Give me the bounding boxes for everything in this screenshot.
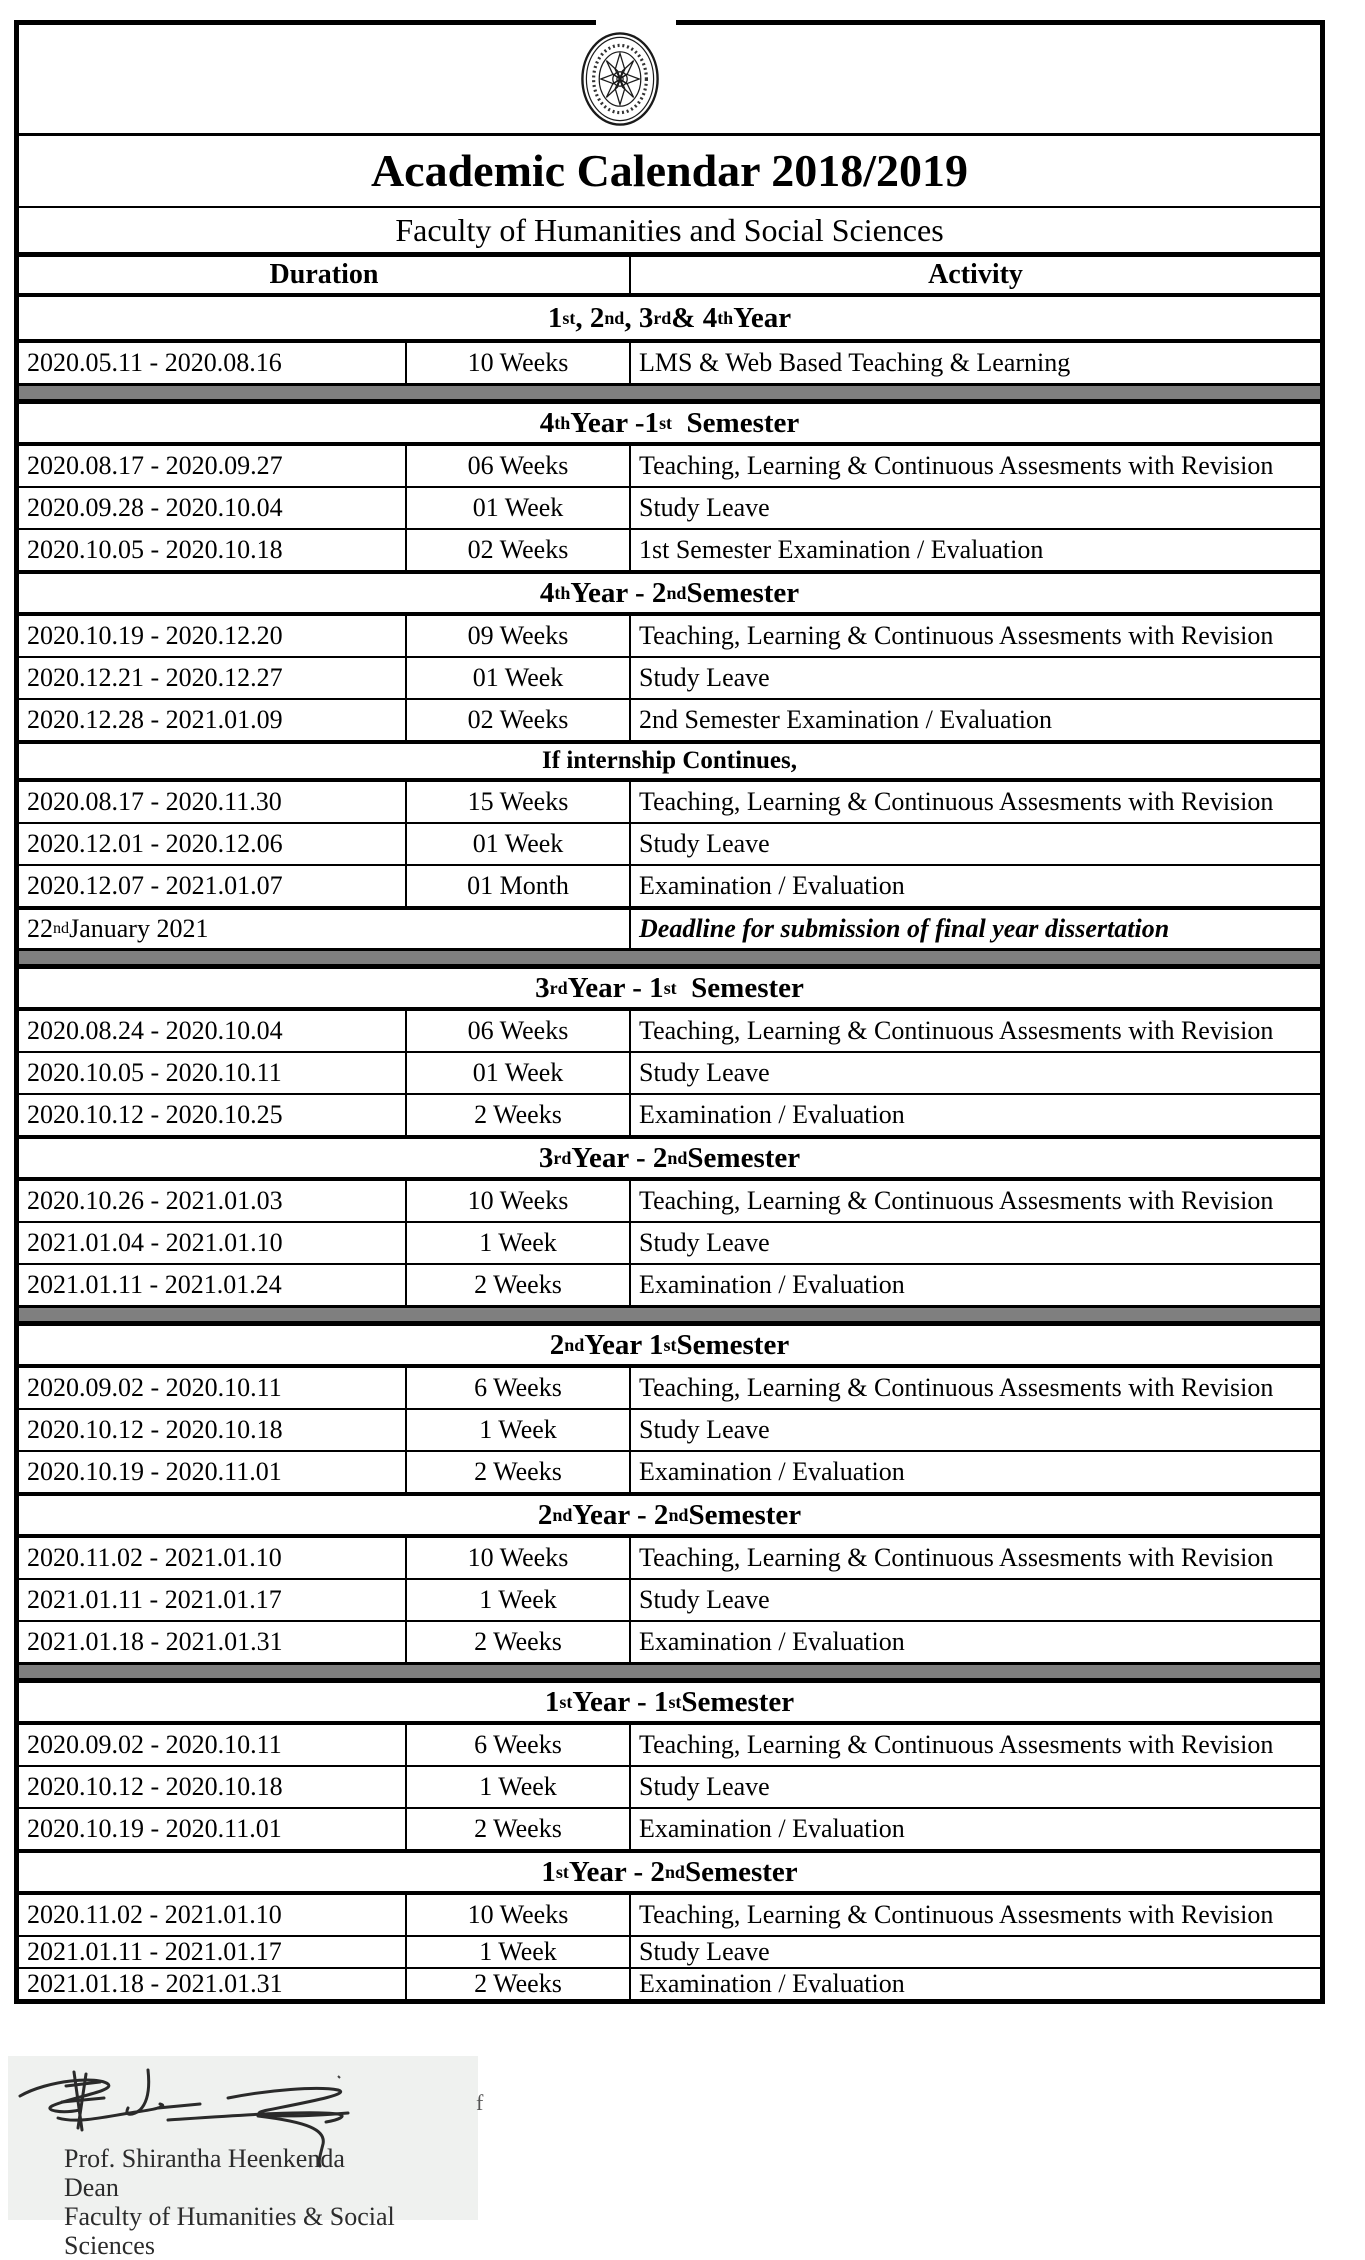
weeks-cell: 2 Weeks [407,1452,631,1492]
weeks-cell: 2 Weeks [407,1095,631,1135]
table-row [19,1807,1320,1849]
table-row [19,1408,1320,1450]
duration-cell: 2020.10.19 - 2020.12.20 [19,616,407,656]
duration-cell: 2020.09.02 - 2020.10.11 [19,1725,407,1765]
duration-cell: 2021.01.18 - 2021.01.31 [19,1622,407,1662]
deadline-row [19,906,1320,948]
column-header-row [19,252,1320,297]
section-header-y3s1: 3 rd Year - 1 st Semester [19,969,1320,1011]
duration-cell: 2020.10.05 - 2020.10.18 [19,530,407,570]
table-row [19,1368,1320,1408]
table-row [19,486,1320,528]
table-row [19,1765,1320,1807]
weeks-cell: 01 Week [407,824,631,864]
signature-block [8,2056,478,2260]
duration-cell: 2020.12.07 - 2021.01.07 [19,866,407,906]
activity-cell: Study Leave [639,1772,770,1801]
activity-cell: Examination / Evaluation [639,871,905,900]
activity-cell: Teaching, Learning & Continuous Assesments with Revision [639,1186,1274,1215]
table-row [19,1895,1320,1935]
weeks-cell: 10 Weeks [407,1895,631,1935]
table-row [19,1538,1320,1578]
table-row [19,1221,1320,1263]
section-header-y4s2: 4 th Year - 2 nd Semester [19,570,1320,616]
activity-cell: Deadline for submission of final year dissertation [639,914,1170,943]
signatory-name: Prof. Shirantha Heenkenda [64,2144,345,2173]
duration-cell: 2020.10.12 - 2020.10.25 [19,1095,407,1135]
table-row [19,528,1320,570]
activity-cell: Examination / Evaluation [639,1100,905,1129]
weeks-cell: 1 Week [407,1580,631,1620]
table-row [19,1450,1320,1492]
section-header-all-years: 1 st , 2 nd , 3 rd & 4 th Year [19,297,1320,343]
activity-cell: Examination / Evaluation [639,1627,905,1656]
activity-cell: Study Leave [639,493,770,522]
signatory-faculty: Faculty of Humanities & Social Sciences [64,2202,395,2260]
section-separator-bar [19,383,1320,404]
weeks-cell: 02 Weeks [407,530,631,570]
weeks-cell: 1 Week [407,1410,631,1450]
table-row [19,616,1320,656]
weeks-cell: 2 Weeks [407,1809,631,1849]
weeks-cell: 1 Week [407,1767,631,1807]
weeks-cell: 2 Weeks [407,1969,631,1999]
duration-cell: 2021.01.11 - 2021.01.24 [19,1265,407,1305]
section-header-y1s1: 1 st Year - 1 st Semester [19,1683,1320,1725]
weeks-cell: 01 Week [407,488,631,528]
duration-cell: 2020.08.17 - 2020.09.27 [19,446,407,486]
table-row [19,1263,1320,1305]
section-header-y3s2: 3 rd Year - 2 nd Semester [19,1135,1320,1181]
column-header-duration: Duration [19,257,631,293]
duration-cell: 2020.09.28 - 2020.10.04 [19,488,407,528]
table-row [19,446,1320,486]
weeks-cell: 2 Weeks [407,1622,631,1662]
scan-artifact-notch [596,17,676,25]
table-row [19,822,1320,864]
table-row [19,1011,1320,1051]
weeks-cell: 10 Weeks [407,1538,631,1578]
calendar-table [14,20,1325,2004]
activity-cell: Teaching, Learning & Continuous Assesments with Revision [639,451,1274,480]
table-row [19,1725,1320,1765]
activity-cell: Teaching, Learning & Continuous Assesments with Revision [639,1900,1274,1929]
activity-cell: Study Leave [639,663,770,692]
activity-cell: Teaching, Learning & Continuous Assesments with Revision [639,1016,1274,1045]
duration-cell: 22 nd January 2021 [19,910,631,948]
weeks-cell: 10 Weeks [407,1181,631,1221]
section-header-internship: If internship Continues, [19,740,1320,782]
duration-cell: 2020.05.11 - 2020.08.16 [19,343,407,383]
weeks-cell: 15 Weeks [407,782,631,822]
section-separator-bar [19,948,1320,969]
activity-cell: Study Leave [639,1228,770,1257]
activity-cell: Examination / Evaluation [639,1814,905,1843]
weeks-cell: 2 Weeks [407,1265,631,1305]
duration-cell: 2020.10.12 - 2020.10.18 [19,1767,407,1807]
column-header-activity: Activity [928,259,1023,290]
activity-cell: Study Leave [639,829,770,858]
activity-cell: 1st Semester Examination / Evaluation [639,535,1044,564]
duration-cell: 2021.01.11 - 2021.01.17 [19,1580,407,1620]
table-row [19,1935,1320,1967]
activity-cell: Teaching, Learning & Continuous Assesments with Revision [639,787,1274,816]
duration-cell: 2020.10.05 - 2020.10.11 [19,1053,407,1093]
page-title: Academic Calendar 2018/2019 [19,136,1320,208]
weeks-cell: 10 Weeks [407,343,631,383]
weeks-cell: 01 Month [407,866,631,906]
activity-cell: Teaching, Learning & Continuous Assesments with Revision [639,1543,1274,1572]
section-header-y4s1: 4 th Year -1 st Semester [19,404,1320,446]
section-header-y2s2: 2 nd Year - 2 nd Semester [19,1492,1320,1538]
activity-cell: Teaching, Learning & Continuous Assesments with Revision [639,1373,1274,1402]
section-header-y1s2: 1 st Year - 2 nd Semester [19,1849,1320,1895]
table-row [19,1620,1320,1662]
logo-row [19,25,1320,136]
university-seal-icon [580,30,660,128]
weeks-cell: 1 Week [407,1223,631,1263]
weeks-cell: 01 Week [407,658,631,698]
signatory-details [64,2144,478,2260]
duration-cell: 2020.10.19 - 2020.11.01 [19,1452,407,1492]
weeks-cell: 06 Weeks [407,1011,631,1051]
duration-cell: 2020.12.28 - 2021.01.09 [19,700,407,740]
activity-cell: Teaching, Learning & Continuous Assesments with Revision [639,621,1274,650]
table-row [19,1578,1320,1620]
activity-cell: Examination / Evaluation [639,1457,905,1486]
duration-cell: 2020.11.02 - 2021.01.10 [19,1895,407,1935]
duration-cell: 2020.12.21 - 2020.12.27 [19,658,407,698]
duration-cell: 2020.08.17 - 2020.11.30 [19,782,407,822]
duration-cell: 2020.11.02 - 2021.01.10 [19,1538,407,1578]
weeks-cell: 01 Week [407,1053,631,1093]
weeks-cell: 6 Weeks [407,1725,631,1765]
activity-cell: LMS & Web Based Teaching & Learning [639,348,1071,377]
table-row [19,343,1320,383]
activity-cell: Examination / Evaluation [639,1270,905,1299]
duration-cell: 2020.10.19 - 2020.11.01 [19,1809,407,1849]
weeks-cell: 1 Week [407,1937,631,1967]
activity-cell: 2nd Semester Examination / Evaluation [639,705,1053,734]
table-row [19,698,1320,740]
table-row [19,864,1320,906]
duration-cell: 2020.10.12 - 2020.10.18 [19,1410,407,1450]
table-row [19,1967,1320,1999]
section-separator-bar [19,1662,1320,1683]
duration-cell: 2021.01.04 - 2021.01.10 [19,1223,407,1263]
table-row [19,1093,1320,1135]
section-header-y2s1: 2 nd Year 1 st Semester [19,1326,1320,1368]
signatory-role: Dean [64,2173,119,2202]
table-row [19,782,1320,822]
table-row [19,1051,1320,1093]
duration-cell: 2020.09.02 - 2020.10.11 [19,1368,407,1408]
duration-cell: 2020.10.26 - 2021.01.03 [19,1181,407,1221]
scan-artifact-mark: f [476,2090,484,2115]
weeks-cell: 09 Weeks [407,616,631,656]
section-separator-bar [19,1305,1320,1326]
activity-cell: Study Leave [639,1937,770,1966]
duration-cell: 2020.12.01 - 2020.12.06 [19,824,407,864]
activity-cell: Teaching, Learning & Continuous Assesments with Revision [639,1730,1274,1759]
activity-cell: Study Leave [639,1585,770,1614]
table-row [19,656,1320,698]
activity-cell: Study Leave [639,1058,770,1087]
duration-cell: 2021.01.11 - 2021.01.17 [19,1937,407,1967]
duration-cell: 2021.01.18 - 2021.01.31 [19,1969,407,1999]
activity-cell: Study Leave [639,1415,770,1444]
duration-cell: 2020.08.24 - 2020.10.04 [19,1011,407,1051]
weeks-cell: 6 Weeks [407,1368,631,1408]
weeks-cell: 02 Weeks [407,700,631,740]
activity-cell: Examination / Evaluation [639,1969,905,1998]
weeks-cell: 06 Weeks [407,446,631,486]
page-subtitle: Faculty of Humanities and Social Sciences [395,212,944,248]
table-row [19,1181,1320,1221]
